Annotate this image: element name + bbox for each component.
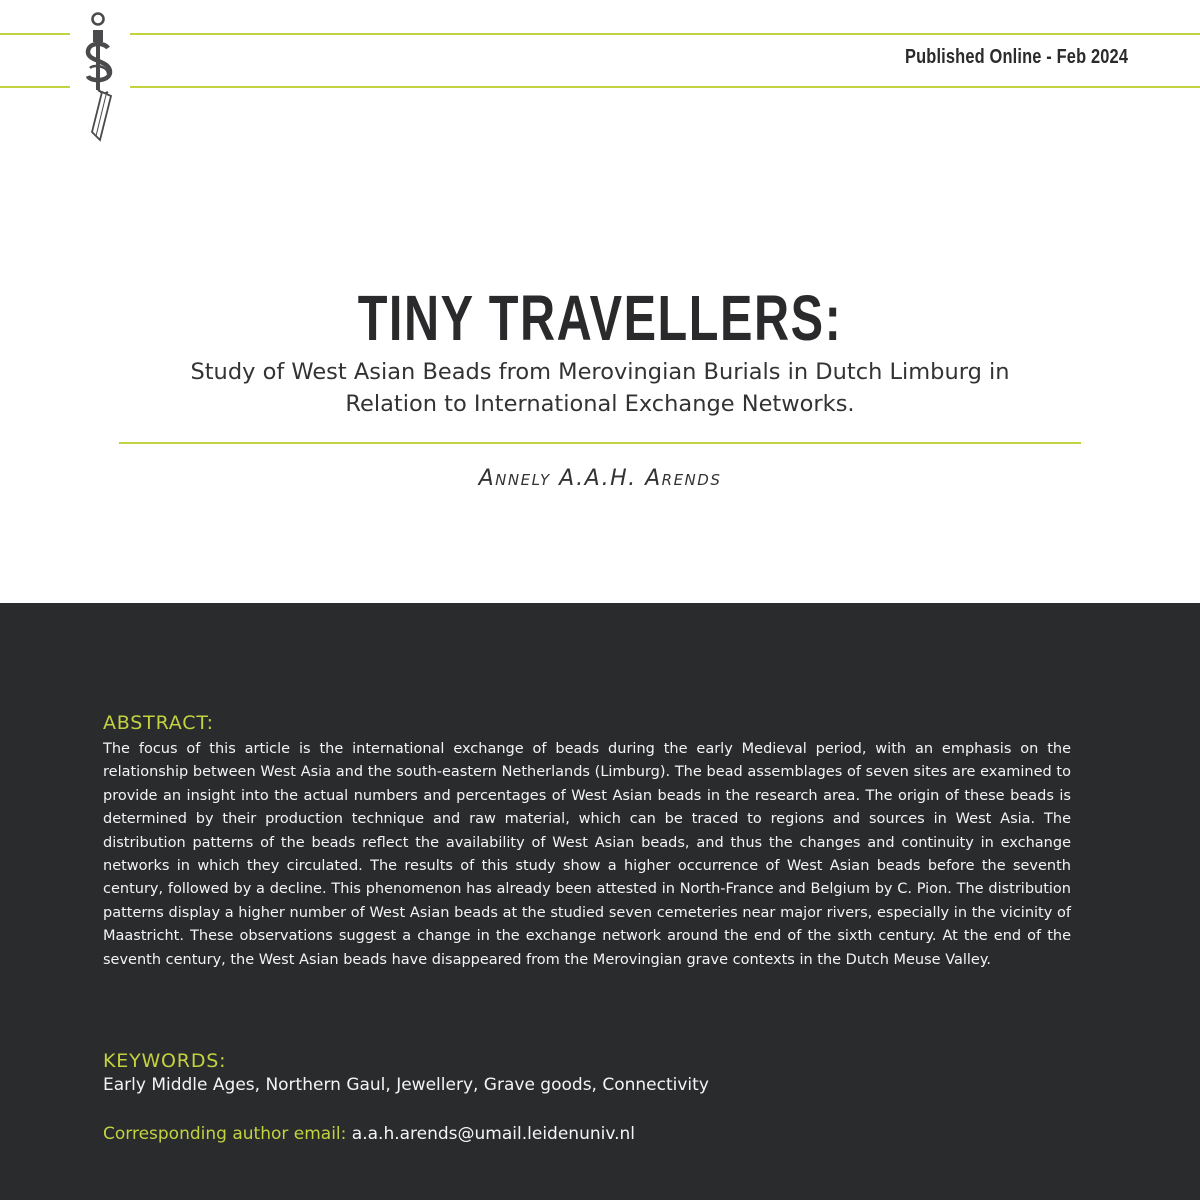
header-rule [0,86,1200,88]
published-date: Published Online - Feb 2024 [904,46,1128,68]
keywords-heading: KEYWORDS: [103,1050,227,1072]
email-label: Corresponding author email: [103,1124,347,1144]
email-link[interactable]: a.a.h.arends@umail.leidenuniv.nl [351,1124,635,1144]
title-divider [119,442,1081,444]
article-subtitle: Study of West Asian Beads from Merovingian Burials in Dutch Limburg in Relation to International Exchange Networks. [190,359,1010,417]
corresponding-author [103,1124,635,1144]
abstract-body: The focus of this article is the international exchange of beads during the early Medieval period, with an emphasis on the relationship between West Asia and the south-eastern Netherlands (Limburg). The bead assemblages of seven sites are examined to provide an insight into the actual numbers and percentages of West Asian beads in the research area. The origin of these beads is determined by their production technique and raw material, which can be traced to regions and sources in West Asia. The distribution patterns of the beads reflect the availability of West Asian beads, and thus the changes and continuity in exchange networks in which they circulated. The results of this study show a higher occurrence of West Asian beads before the seventh century, followed by a decline. This phenomenon has already been attested in North-France and Belgium by C. Pion. The distribution patterns display a higher number of West Asian beads at the studied seven cemeteries near major rivers, especially in the vicinity of Maastricht. These observations suggest a change in the exchange network around the end of the sixth century. At the end of the seventh century, the West Asian beads have disappeared from the Merovingian grave contexts in the Dutch Meuse Valley. [103,741,1071,968]
top-rule [0,33,1200,35]
keywords-list: Early Middle Ages, Northern Gaul, Jewellery, Grave goods, Connectivity [103,1075,709,1095]
author-name: Annely A.A.H. Arends [478,466,722,491]
abstract-heading: ABSTRACT: [103,712,214,734]
article-title: TINY TRAVELLERS: [357,282,843,354]
trowel-section-sign-logo-icon [70,6,130,142]
